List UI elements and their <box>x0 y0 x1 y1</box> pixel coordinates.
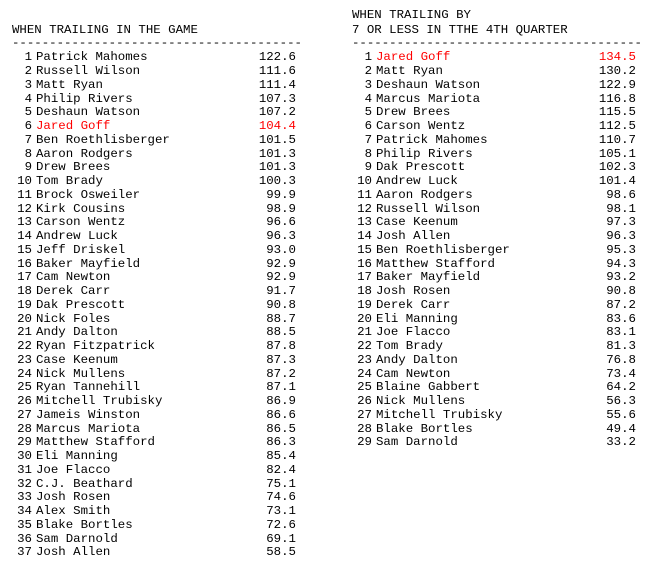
rating-value: 100.3 <box>258 174 296 189</box>
rating-value: 104.4 <box>258 119 296 134</box>
table-row <box>12 271 302 285</box>
rating-value: 97.3 <box>606 215 636 230</box>
rank-cell: 29 <box>17 435 32 450</box>
rank-cell: 34 <box>17 504 32 519</box>
rank-cell: 20 <box>17 311 32 326</box>
player-name: Mitchell Trubisky <box>36 394 163 409</box>
rating-value: 86.3 <box>266 435 296 450</box>
table-row <box>352 354 642 368</box>
rating-value: 87.2 <box>606 297 636 312</box>
player-name: Case Keenum <box>376 215 458 230</box>
rank-cell: 23 <box>357 352 372 367</box>
rank-cell: 17 <box>357 270 372 285</box>
rank-cell: 36 <box>17 531 32 546</box>
player-name: Jeff Driskel <box>36 242 126 257</box>
left-rows <box>12 51 302 560</box>
table-row <box>12 478 302 492</box>
table-row <box>12 505 302 519</box>
rank-cell: 22 <box>17 339 32 354</box>
table-row <box>12 491 302 505</box>
player-name: Matt Ryan <box>36 77 103 92</box>
player-name: Blake Bortles <box>36 517 133 532</box>
rank-cell: 17 <box>17 270 32 285</box>
rating-value: 81.3 <box>606 339 636 354</box>
rank-cell: 10 <box>17 174 32 189</box>
table-row <box>12 368 302 382</box>
rating-value: 98.9 <box>266 201 296 216</box>
rating-value: 94.3 <box>606 256 636 271</box>
table-row <box>352 436 642 450</box>
rank-cell: 18 <box>357 284 372 299</box>
rating-value: 49.4 <box>606 421 636 436</box>
rating-value: 87.8 <box>266 339 296 354</box>
right-table-title-line-2: 7 OR LESS IN TTHE 4TH QUARTER <box>352 22 568 37</box>
player-name: Matthew Stafford <box>376 256 495 271</box>
player-name: Joe Flacco <box>376 325 451 340</box>
table-row <box>12 464 302 478</box>
rank-cell: 9 <box>24 160 32 175</box>
right-rows <box>352 51 642 450</box>
rank-cell: 15 <box>357 242 372 257</box>
rating-value: 98.6 <box>606 187 636 202</box>
player-name: Case Keenum <box>36 352 118 367</box>
player-name: Sam Darnold <box>36 531 118 546</box>
rating-value: 88.5 <box>266 325 296 340</box>
player-name: Drew Brees <box>376 105 451 120</box>
rating-value: 96.6 <box>266 215 296 230</box>
rating-value: 101.4 <box>598 174 636 189</box>
rank-cell: 25 <box>17 380 32 395</box>
rating-value: 73.4 <box>606 366 636 381</box>
table-row <box>352 230 642 244</box>
player-name: Josh Rosen <box>36 490 111 505</box>
player-name: Carson Wentz <box>36 215 126 230</box>
player-name: Philip Rivers <box>376 146 473 161</box>
table-row <box>12 326 302 340</box>
player-name: Kirk Cousins <box>36 201 126 216</box>
player-name: Blake Bortles <box>376 421 473 436</box>
rank-cell: 21 <box>17 325 32 340</box>
table-row <box>12 244 302 258</box>
rating-value: 102.3 <box>598 160 636 175</box>
rank-cell: 3 <box>24 77 32 92</box>
rating-value: 90.8 <box>606 284 636 299</box>
table-row <box>352 203 642 217</box>
right-table-title-line-1: WHEN TRAILING BY <box>352 8 471 22</box>
player-name: Nick Foles <box>36 311 111 326</box>
player-name: Tom Brady <box>376 339 443 354</box>
rank-cell: 27 <box>357 407 372 422</box>
rank-cell: 20 <box>357 311 372 326</box>
rank-cell: 19 <box>357 297 372 312</box>
table-row <box>352 120 642 134</box>
table-row <box>352 216 642 230</box>
rating-value: 105.1 <box>598 146 636 161</box>
table-row <box>352 285 642 299</box>
rank-cell: 32 <box>17 476 32 491</box>
table-row <box>12 189 302 203</box>
rating-value: 134.5 <box>598 50 636 65</box>
rank-cell: 7 <box>364 132 372 147</box>
table-row <box>12 546 302 560</box>
rating-value: 73.1 <box>266 504 296 519</box>
rating-value: 110.7 <box>598 132 636 147</box>
player-name: Dak Prescott <box>376 160 466 175</box>
rank-cell: 11 <box>17 187 32 202</box>
rating-value: 83.6 <box>606 311 636 326</box>
table-row <box>352 381 642 395</box>
rank-cell: 24 <box>357 366 372 381</box>
rating-value: 83.1 <box>606 325 636 340</box>
rank-cell: 7 <box>24 132 32 147</box>
rating-value: 95.3 <box>606 242 636 257</box>
table-row <box>12 395 302 409</box>
player-name: Jameis Winston <box>36 407 141 422</box>
table-row <box>352 148 642 162</box>
player-name: Marcus Mariota <box>36 421 141 436</box>
player-name: Nick Mullens <box>376 394 466 409</box>
rank-cell: 33 <box>17 490 32 505</box>
player-name: Eli Manning <box>36 449 118 464</box>
player-name: Sam Darnold <box>376 435 458 450</box>
rating-value: 69.1 <box>266 531 296 546</box>
player-name: Nick Mullens <box>36 366 126 381</box>
player-name: Derek Carr <box>376 297 451 312</box>
table-row <box>12 381 302 395</box>
rank-cell: 25 <box>357 380 372 395</box>
player-name: Ryan Tannehill <box>36 380 141 395</box>
table-row <box>12 533 302 547</box>
table-row <box>12 230 302 244</box>
table-row <box>12 216 302 230</box>
rating-value: 33.2 <box>606 435 636 450</box>
rank-cell: 26 <box>17 394 32 409</box>
rating-value: 107.3 <box>258 91 296 106</box>
player-name: Derek Carr <box>36 284 111 299</box>
rating-value: 130.2 <box>598 64 636 79</box>
player-name: Russell Wilson <box>36 64 141 79</box>
player-name: Patrick Mahomes <box>36 50 148 65</box>
rank-cell: 1 <box>364 50 372 65</box>
table-row <box>12 106 302 120</box>
rank-cell: 26 <box>357 394 372 409</box>
table-row <box>352 134 642 148</box>
player-name: Matt Ryan <box>376 64 443 79</box>
table-row <box>352 271 642 285</box>
table-row <box>352 326 642 340</box>
rank-cell: 2 <box>24 64 32 79</box>
left-header-rule: --------------------------------------- <box>12 37 302 51</box>
rating-value: 93.0 <box>266 242 296 257</box>
table-row <box>352 79 642 93</box>
table-row <box>352 313 642 327</box>
rank-cell: 35 <box>17 517 32 532</box>
table-row <box>12 285 302 299</box>
player-name: Aaron Rodgers <box>376 187 473 202</box>
rank-cell: 37 <box>17 545 32 560</box>
rank-cell: 30 <box>17 449 32 464</box>
rating-value: 90.8 <box>266 297 296 312</box>
rank-cell: 24 <box>17 366 32 381</box>
rating-value: 64.2 <box>606 380 636 395</box>
rating-value: 101.3 <box>258 160 296 175</box>
rating-value: 111.6 <box>258 64 296 79</box>
player-name: Ben Roethlisberger <box>376 242 510 257</box>
player-name: Joe Flacco <box>36 462 111 477</box>
player-name: Philip Rivers <box>36 91 133 106</box>
table-row <box>352 51 642 65</box>
table-row <box>12 134 302 148</box>
table-row <box>12 423 302 437</box>
table-row <box>352 258 642 272</box>
player-name: Mitchell Trubisky <box>376 407 503 422</box>
left-table-title: WHEN TRAILING IN THE GAME <box>12 22 198 37</box>
table-row <box>352 340 642 354</box>
rank-cell: 14 <box>17 229 32 244</box>
player-name: Andy Dalton <box>36 325 118 340</box>
rating-value: 111.4 <box>258 77 296 92</box>
rating-value: 101.3 <box>258 146 296 161</box>
rating-value: 122.9 <box>598 77 636 92</box>
rating-value: 85.4 <box>266 449 296 464</box>
player-name: Cam Newton <box>36 270 111 285</box>
rank-cell: 2 <box>364 64 372 79</box>
rating-value: 86.9 <box>266 394 296 409</box>
rank-cell: 4 <box>24 91 32 106</box>
player-name: Marcus Mariota <box>376 91 481 106</box>
table-row <box>12 120 302 134</box>
rank-cell: 1 <box>24 50 32 65</box>
rating-value: 86.6 <box>266 407 296 422</box>
rating-value: 87.3 <box>266 352 296 367</box>
rank-cell: 22 <box>357 339 372 354</box>
rank-cell: 14 <box>357 229 372 244</box>
rank-cell: 5 <box>24 105 32 120</box>
table-row <box>352 423 642 437</box>
player-name: Jared Goff <box>36 119 111 134</box>
table-row <box>12 258 302 272</box>
player-name: Drew Brees <box>36 160 111 175</box>
rating-value: 107.2 <box>258 105 296 120</box>
table-row <box>12 436 302 450</box>
player-name: Tom Brady <box>36 174 103 189</box>
table-row <box>352 368 642 382</box>
rank-cell: 28 <box>357 421 372 436</box>
rank-cell: 19 <box>17 297 32 312</box>
rating-value: 82.4 <box>266 462 296 477</box>
player-name: Ben Roethlisberger <box>36 132 170 147</box>
table-row <box>12 51 302 65</box>
trailing-in-game-table <box>12 8 302 560</box>
table-row <box>12 519 302 533</box>
rank-cell: 23 <box>17 352 32 367</box>
rank-cell: 6 <box>24 119 32 134</box>
table-row <box>12 450 302 464</box>
rating-value: 99.9 <box>266 187 296 202</box>
player-name: Cam Newton <box>376 366 451 381</box>
table-row <box>352 395 642 409</box>
table-row <box>12 203 302 217</box>
rank-cell: 8 <box>24 146 32 161</box>
player-name: Aaron Rodgers <box>36 146 133 161</box>
rating-value: 56.3 <box>606 394 636 409</box>
rating-value: 74.6 <box>266 490 296 505</box>
table-row <box>352 299 642 313</box>
player-name: Blaine Gabbert <box>376 380 481 395</box>
rating-value: 92.9 <box>266 256 296 271</box>
rating-value: 88.7 <box>266 311 296 326</box>
player-name: Josh Rosen <box>376 284 451 299</box>
table-row <box>12 299 302 313</box>
player-name: Jared Goff <box>376 50 451 65</box>
rating-value: 92.9 <box>266 270 296 285</box>
trailing-4th-quarter-table <box>352 8 642 450</box>
rating-value: 112.5 <box>598 119 636 134</box>
table-row <box>352 93 642 107</box>
rating-value: 58.5 <box>266 545 296 560</box>
rating-value: 87.2 <box>266 366 296 381</box>
right-header-rule: --------------------------------------- <box>352 37 642 51</box>
rating-value: 96.3 <box>266 229 296 244</box>
player-name: Baker Mayfield <box>376 270 481 285</box>
player-name: Andy Dalton <box>376 352 458 367</box>
rating-value: 116.8 <box>598 91 636 106</box>
table-row <box>12 93 302 107</box>
rank-cell: 5 <box>364 105 372 120</box>
rating-value: 96.3 <box>606 229 636 244</box>
table-row <box>352 409 642 423</box>
rank-cell: 9 <box>364 160 372 175</box>
table-row <box>12 313 302 327</box>
rank-cell: 6 <box>364 119 372 134</box>
rank-cell: 11 <box>357 187 372 202</box>
player-name: Russell Wilson <box>376 201 481 216</box>
rating-value: 75.1 <box>266 476 296 491</box>
rank-cell: 13 <box>17 215 32 230</box>
rating-value: 115.5 <box>598 105 636 120</box>
rating-value: 93.2 <box>606 270 636 285</box>
table-row <box>352 106 642 120</box>
player-name: Eli Manning <box>376 311 458 326</box>
player-name: Josh Allen <box>36 545 111 560</box>
rating-value: 86.5 <box>266 421 296 436</box>
player-name: Matthew Stafford <box>36 435 155 450</box>
rating-value: 101.5 <box>258 132 296 147</box>
table-row <box>12 354 302 368</box>
table-row <box>352 161 642 175</box>
player-name: Andrew Luck <box>376 174 458 189</box>
rating-value: 76.8 <box>606 352 636 367</box>
table-row <box>12 161 302 175</box>
rank-cell: 12 <box>357 201 372 216</box>
table-row <box>12 148 302 162</box>
player-name: Andrew Luck <box>36 229 118 244</box>
table-row <box>12 79 302 93</box>
table-row <box>12 409 302 423</box>
rank-cell: 28 <box>17 421 32 436</box>
rank-cell: 3 <box>364 77 372 92</box>
rank-cell: 4 <box>364 91 372 106</box>
rank-cell: 27 <box>17 407 32 422</box>
player-name: Deshaun Watson <box>36 105 141 120</box>
player-name: Ryan Fitzpatrick <box>36 339 155 354</box>
rating-value: 122.6 <box>258 50 296 65</box>
table-row <box>352 65 642 79</box>
rank-cell: 21 <box>357 325 372 340</box>
rating-value: 72.6 <box>266 517 296 532</box>
rating-value: 98.1 <box>606 201 636 216</box>
rank-cell: 16 <box>17 256 32 271</box>
rank-cell: 12 <box>17 201 32 216</box>
rank-cell: 18 <box>17 284 32 299</box>
rank-cell: 16 <box>357 256 372 271</box>
player-name: Josh Allen <box>376 229 451 244</box>
rank-cell: 13 <box>357 215 372 230</box>
rank-cell: 15 <box>17 242 32 257</box>
player-name: Alex Smith <box>36 504 111 519</box>
player-name: Baker Mayfield <box>36 256 141 271</box>
player-name: Carson Wentz <box>376 119 466 134</box>
player-name: Dak Prescott <box>36 297 126 312</box>
player-name: Patrick Mahomes <box>376 132 488 147</box>
table-row <box>352 244 642 258</box>
table-row <box>352 189 642 203</box>
rating-value: 55.6 <box>606 407 636 422</box>
rank-cell: 29 <box>357 435 372 450</box>
player-name: Deshaun Watson <box>376 77 481 92</box>
player-name: Brock Osweiler <box>36 187 141 202</box>
rank-cell: 31 <box>17 462 32 477</box>
player-name: C.J. Beathard <box>36 476 133 491</box>
rank-cell: 10 <box>357 174 372 189</box>
rating-value: 91.7 <box>266 284 296 299</box>
table-row <box>352 175 642 189</box>
rating-value: 87.1 <box>266 380 296 395</box>
table-row <box>12 340 302 354</box>
table-row <box>12 65 302 79</box>
rank-cell: 8 <box>364 146 372 161</box>
table-row <box>12 175 302 189</box>
